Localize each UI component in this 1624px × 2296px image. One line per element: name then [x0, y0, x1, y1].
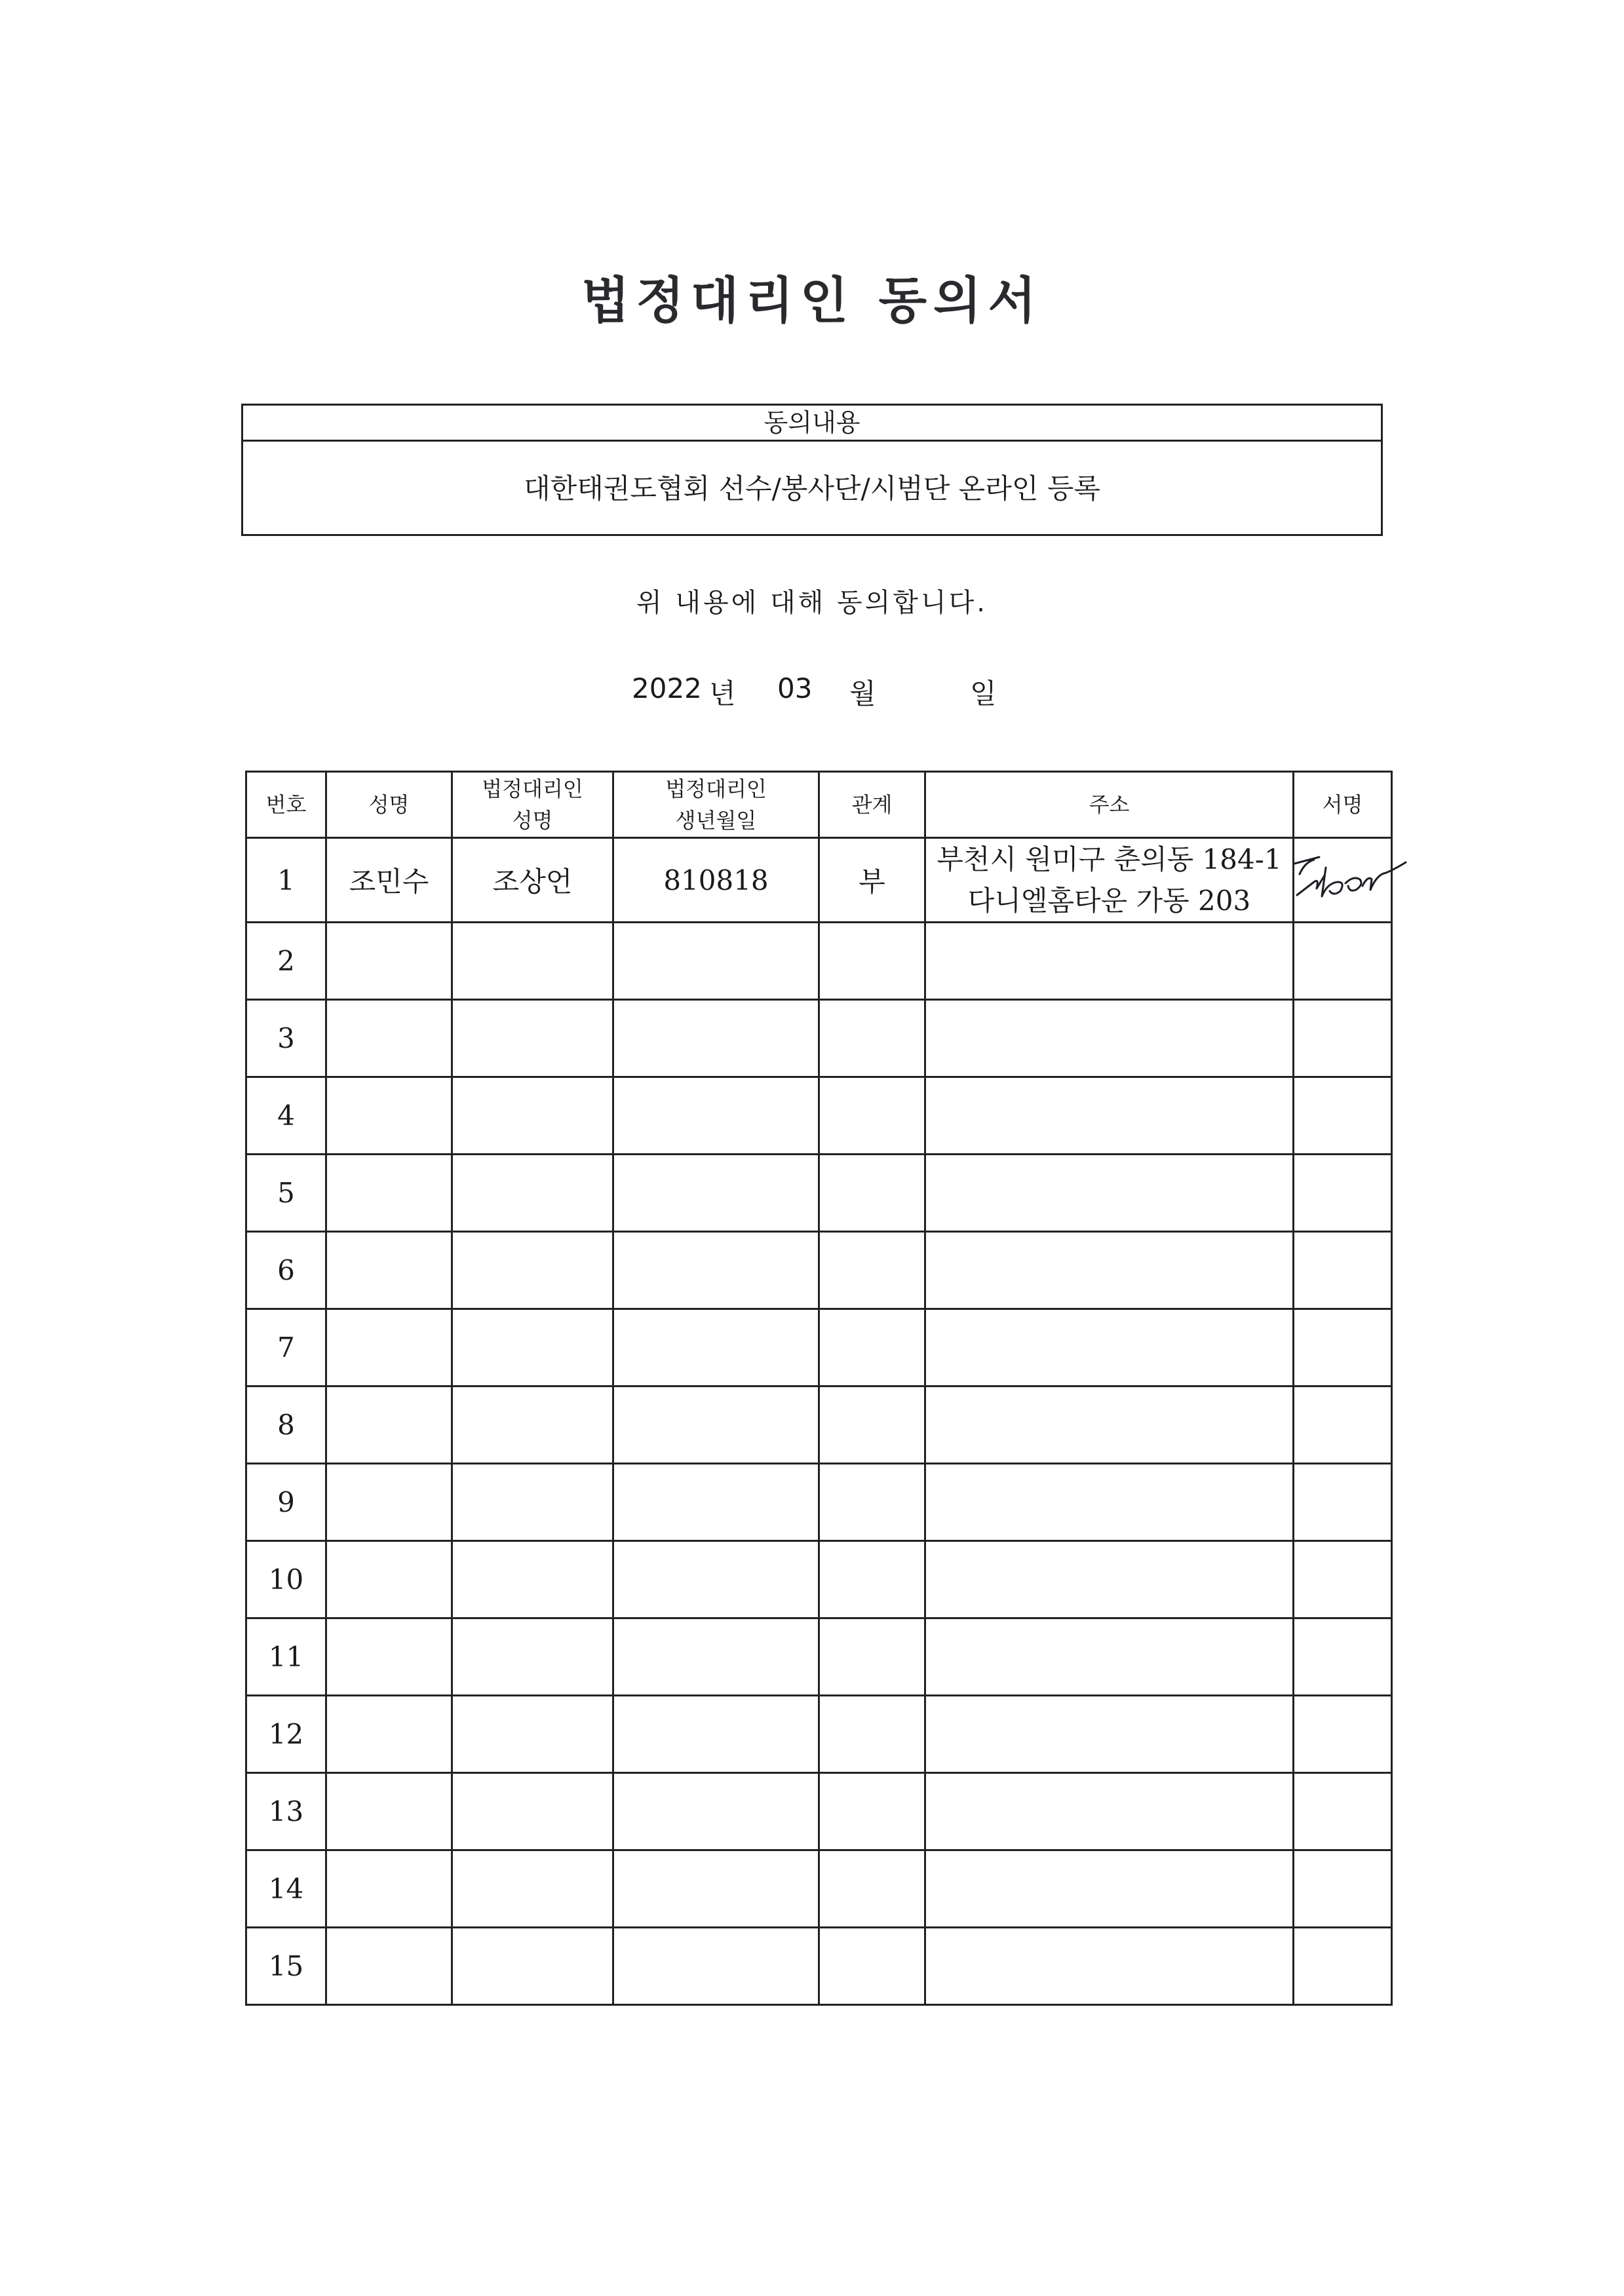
cell-guardian-name — [452, 1000, 613, 1077]
cell-relation — [819, 1077, 925, 1155]
handwritten-signature — [1285, 836, 1416, 908]
cell-relation — [819, 1618, 925, 1696]
cell-relation — [819, 1387, 925, 1464]
cell-guardian-birth — [613, 1309, 819, 1387]
cell-name — [326, 1696, 452, 1773]
cell-relation — [819, 1464, 925, 1541]
agreement-statement: 위 내용에 대해 동의합니다. — [636, 588, 988, 618]
cell-guardian-birth — [613, 1773, 819, 1850]
cell-signature — [1294, 1541, 1392, 1618]
cell-signature — [1294, 1850, 1392, 1928]
cell-address — [925, 1464, 1294, 1541]
cell-relation — [819, 1773, 925, 1850]
header-no: 번호 — [246, 772, 326, 838]
table-row — [246, 1232, 1392, 1309]
cell-guardian-name: 조상언 — [452, 838, 613, 923]
cell-guardian-name — [452, 1696, 613, 1773]
cell-address — [925, 1309, 1294, 1387]
registration-table — [245, 771, 1393, 2006]
cell-guardian-name — [452, 1541, 613, 1618]
cell-name — [326, 923, 452, 1000]
cell-signature — [1294, 1696, 1392, 1773]
consent-header: 동의내용 — [243, 406, 1381, 442]
cell-guardian-name — [452, 923, 613, 1000]
cell-address — [925, 1387, 1294, 1464]
cell-no: 15 — [246, 1928, 326, 2005]
cell-no: 10 — [246, 1541, 326, 1618]
cell-no: 13 — [246, 1773, 326, 1850]
date-month-unit: 월 — [849, 678, 876, 710]
table-row — [246, 838, 1392, 923]
cell-signature — [1294, 1077, 1392, 1155]
cell-guardian-name — [452, 1232, 613, 1309]
cell-signature — [1294, 1309, 1392, 1387]
cell-relation — [819, 1309, 925, 1387]
cell-address — [925, 923, 1294, 1000]
cell-address — [925, 1773, 1294, 1850]
cell-no: 7 — [246, 1309, 326, 1387]
cell-signature — [1294, 1773, 1392, 1850]
header-address: 주소 — [925, 772, 1294, 838]
cell-relation — [819, 1696, 925, 1773]
consent-box — [241, 404, 1383, 536]
cell-name — [326, 1077, 452, 1155]
cell-guardian-birth — [613, 1928, 819, 2005]
table-row — [246, 1077, 1392, 1155]
cell-name — [326, 1541, 452, 1618]
cell-signature — [1294, 1464, 1392, 1541]
table-row — [246, 1541, 1392, 1618]
address-line1: 부천시 원미구 춘의동 184-1 — [937, 843, 1282, 875]
cell-guardian-name — [452, 1928, 613, 2005]
cell-no: 14 — [246, 1850, 326, 1928]
header-guardian-name-line2: 성명 — [512, 808, 553, 833]
cell-no: 2 — [246, 923, 326, 1000]
table-row — [246, 1464, 1392, 1541]
cell-guardian-birth — [613, 1618, 819, 1696]
cell-address — [925, 1155, 1294, 1232]
header-guardian-name — [452, 772, 613, 838]
cell-name: 조민수 — [326, 838, 452, 923]
cell-no: 3 — [246, 1000, 326, 1077]
document-title: 법정대리인 동의서 — [581, 271, 1043, 330]
cell-name — [326, 1232, 452, 1309]
cell-name — [326, 1928, 452, 2005]
cell-no: 1 — [246, 838, 326, 923]
cell-guardian-birth — [613, 1696, 819, 1773]
cell-address — [925, 1850, 1294, 1928]
date-day-unit: 일 — [970, 678, 997, 710]
cell-guardian-name — [452, 1773, 613, 1850]
cell-no: 8 — [246, 1387, 326, 1464]
cell-relation — [819, 1850, 925, 1928]
table-row — [246, 1155, 1392, 1232]
cell-guardian-name — [452, 1464, 613, 1541]
cell-signature — [1294, 1387, 1392, 1464]
consent-content: 대한태권도협회 선수/봉사단/시범단 온라인 등록 — [524, 472, 1100, 505]
cell-no: 9 — [246, 1464, 326, 1541]
cell-signature — [1294, 1155, 1392, 1232]
cell-no: 6 — [246, 1232, 326, 1309]
table-row — [246, 1850, 1392, 1928]
table-row — [246, 1618, 1392, 1696]
cell-guardian-birth — [613, 1464, 819, 1541]
cell-guardian-name — [452, 1155, 613, 1232]
cell-guardian-name — [452, 1077, 613, 1155]
cell-address — [925, 1928, 1294, 2005]
cell-guardian-birth — [613, 1232, 819, 1309]
cell-name — [326, 1387, 452, 1464]
cell-guardian-birth — [613, 1155, 819, 1232]
header-name: 성명 — [326, 772, 452, 838]
table-row — [246, 1928, 1392, 2005]
cell-guardian-birth — [613, 1850, 819, 1928]
cell-signature — [1294, 838, 1392, 923]
cell-relation — [819, 1541, 925, 1618]
cell-relation — [819, 1155, 925, 1232]
table-row — [246, 1773, 1392, 1850]
cell-signature — [1294, 923, 1392, 1000]
cell-guardian-birth — [613, 923, 819, 1000]
header-guardian-birth-line1: 법정대리인 — [665, 776, 767, 801]
cell-address — [925, 1618, 1294, 1696]
table-row — [246, 923, 1392, 1000]
header-relation: 관계 — [819, 772, 925, 838]
cell-no: 11 — [246, 1618, 326, 1696]
date-year-unit: 년 — [709, 678, 736, 710]
cell-no: 4 — [246, 1077, 326, 1155]
cell-no: 5 — [246, 1155, 326, 1232]
cell-relation — [819, 1232, 925, 1309]
cell-signature — [1294, 1000, 1392, 1077]
cell-guardian-birth — [613, 1387, 819, 1464]
header-guardian-birth — [613, 772, 819, 838]
cell-relation — [819, 1000, 925, 1077]
cell-name — [326, 1850, 452, 1928]
cell-address — [925, 1541, 1294, 1618]
header-guardian-birth-line2: 생년월일 — [675, 808, 757, 833]
cell-guardian-name — [452, 1387, 613, 1464]
cell-address — [925, 1232, 1294, 1309]
cell-address — [925, 1696, 1294, 1773]
cell-name — [326, 1464, 452, 1541]
cell-name — [326, 1618, 452, 1696]
cell-no: 12 — [246, 1696, 326, 1773]
cell-guardian-birth — [613, 1000, 819, 1077]
cell-relation — [819, 1928, 925, 2005]
header-signature: 서명 — [1294, 772, 1392, 838]
cell-signature — [1294, 1618, 1392, 1696]
cell-name — [326, 1000, 452, 1077]
table-header-row — [246, 772, 1392, 838]
cell-address — [925, 1000, 1294, 1077]
cell-guardian-birth — [613, 1077, 819, 1155]
date-month: 03 — [777, 672, 813, 704]
cell-address — [925, 838, 1294, 923]
cell-relation: 부 — [819, 838, 925, 923]
table-row — [246, 1696, 1392, 1773]
cell-guardian-name — [452, 1309, 613, 1387]
table-row — [246, 1387, 1392, 1464]
cell-guardian-birth — [613, 1541, 819, 1618]
cell-guardian-name — [452, 1618, 613, 1696]
cell-signature — [1294, 1232, 1392, 1309]
cell-signature — [1294, 1928, 1392, 2005]
cell-guardian-birth: 810818 — [613, 838, 819, 923]
table-row — [246, 1309, 1392, 1387]
address-line2: 다니엘홈타운 가동 203 — [967, 885, 1251, 917]
cell-address — [925, 1077, 1294, 1155]
cell-name — [326, 1155, 452, 1232]
table-row — [246, 1000, 1392, 1077]
date-year: 2022 — [632, 672, 702, 704]
cell-name — [326, 1309, 452, 1387]
cell-name — [326, 1773, 452, 1850]
cell-relation — [819, 923, 925, 1000]
header-guardian-name-line1: 법정대리인 — [482, 776, 583, 801]
cell-guardian-name — [452, 1850, 613, 1928]
